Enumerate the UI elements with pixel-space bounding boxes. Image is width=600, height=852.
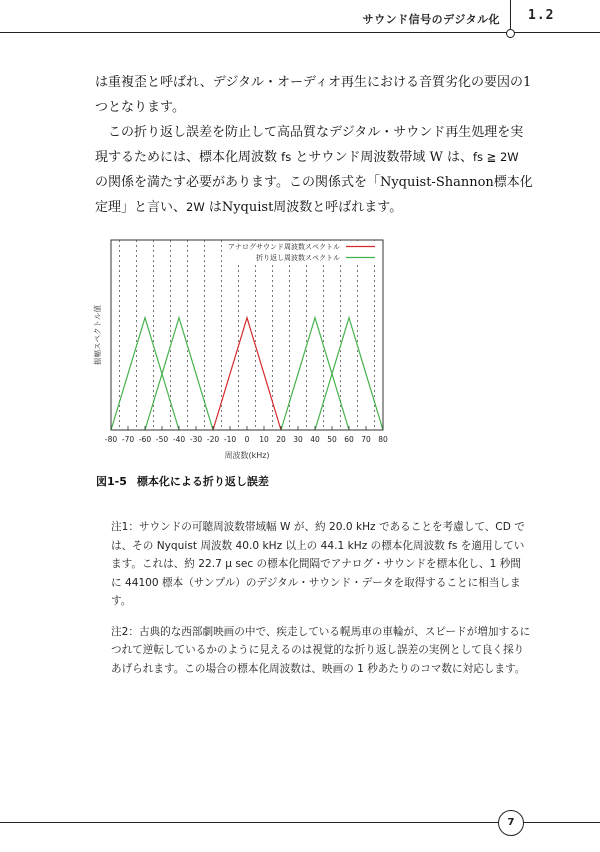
body-text [95, 70, 535, 220]
x-tick-label-1: -70 [121, 435, 135, 444]
x-tick-label-0: -80 [104, 435, 118, 444]
x-tick-label-10: 20 [276, 435, 286, 444]
x-tick-label-12: 40 [310, 435, 320, 444]
nyquist-inequality: fs ≧ 2W [472, 150, 519, 164]
notes-block [111, 518, 531, 690]
x-tick-label-15: 70 [361, 435, 371, 444]
page-number: 7 [498, 810, 524, 836]
x-tick-label-9: 10 [259, 435, 269, 444]
running-header-title: サウンド信号のデジタル化 [362, 13, 500, 26]
x-tick-label-2: -60 [138, 435, 152, 444]
nyquist-frequency-symbol: 2W [186, 200, 205, 214]
paragraph-2: この折り返し誤差を防止して高品質なデジタル・サウンド再生処理を実現するためには、標本化周波数 fs とサウンド周波数帯域 W は、fs ≧ 2W の関係を満たす必要があります。この関係式を「Nyquist-Shannon標本化定理」と言い、2W はNyquist周波数と呼ばれます。 [95, 125, 533, 215]
figure-number: 図1-5 [96, 475, 127, 488]
x-tick-label-8: 0 [244, 435, 250, 444]
paragraph-1: は重複歪と呼ばれ、デジタル・オーディオ再生における音質劣化の要因の1つとなります。 [95, 75, 532, 115]
x-tick-label-3: -50 [155, 435, 169, 444]
section-number: 1.2 [528, 8, 555, 23]
note-1: 注1：サウンドの可聴周波数帯域幅 W が、約 20.0 kHz であることを考慮して、CD では、その Nyquist 周波数 40.0 kHz 以上の 44.1 kHz の標本化周波数 fs を適用しています。これは、約 22.7 μ sec の標本化間隔でアナログ・サウンドを標本化し、1 秒間に 44100 標本（サンプル）のデジタル・サウンド・データを取得することに相当します。 [111, 521, 525, 607]
x-tick-label-6: -20 [206, 435, 220, 444]
fs-symbol: fs [281, 150, 292, 164]
x-axis-label: 周波数(kHz) [224, 451, 270, 460]
x-tick-label-16: 80 [378, 435, 388, 444]
x-tick-label-11: 30 [293, 435, 303, 444]
y-axis-label: 振幅スペクトル値 [93, 305, 102, 365]
figure-title: 標本化による折り返し誤差 [136, 475, 269, 488]
legend-label-analog: アナログサウンド周波数スペクトル [228, 243, 340, 251]
x-tick-label-5: -30 [189, 435, 203, 444]
x-tick-label-4: -40 [172, 435, 186, 444]
note-2: 注2：古典的な西部劇映画の中で、疾走している幌馬車の車輪が、スピードが増加するにつれて逆転しているかのように見えるのは視覚的な折り返し誤差の実例として良く採りあげられます。この場合の標本化周波数は、映画の 1 秒あたりのコマ数に対応します。 [111, 625, 531, 675]
aliasing-spectrum-chart [88, 232, 408, 464]
w-symbol: W [429, 150, 443, 165]
x-tick-label-14: 60 [344, 435, 354, 444]
figure-caption [96, 473, 269, 489]
x-tick-label-13: 50 [327, 435, 337, 444]
x-tick-label-7: -10 [223, 435, 237, 444]
header-ornament [506, 29, 515, 38]
legend-label-aliased: 折り返し周波数スペクトル [256, 254, 340, 262]
